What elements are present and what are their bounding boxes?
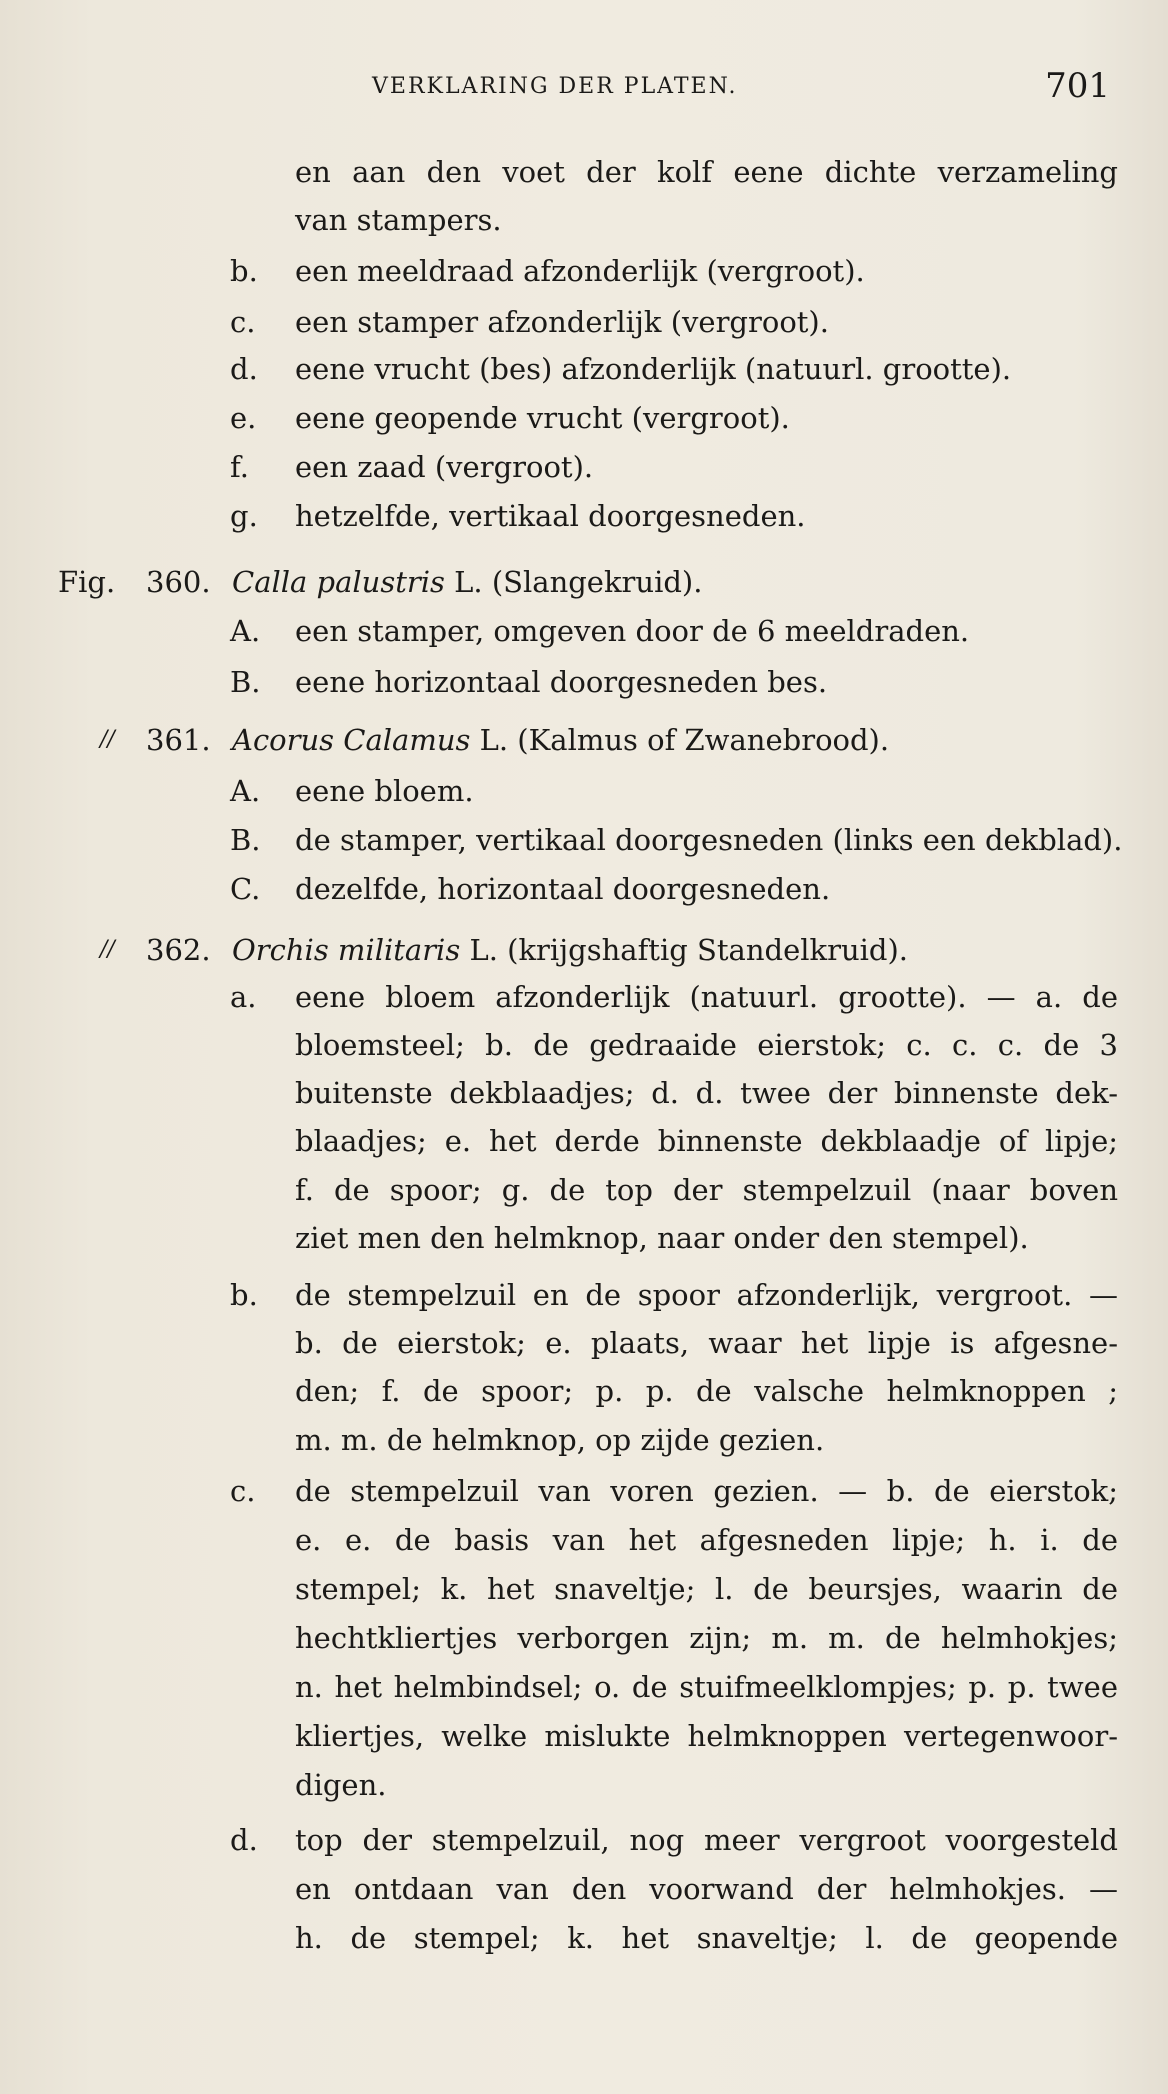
entry-label: f. — [230, 450, 249, 484]
item-text: een stamper, omgeven door de 6 meeldraden. — [295, 614, 970, 648]
ditto-mark: // — [100, 727, 115, 752]
item-text: eene bloem afzonderlijk (natuurl. grootte). — a. de — [295, 980, 1118, 1014]
item-text: de stamper, vertikaal doorgesneden (links een dekblad). — [295, 823, 1123, 857]
figure-number: 360. — [146, 565, 211, 599]
item-text: stempel; k. het snaveltje; l. de beursjes, waarin de — [295, 1572, 1118, 1606]
item-label: B. — [230, 665, 261, 699]
item-text: n. het helmbindsel; o. de stuifmeelklompjes; p. p. twee — [295, 1670, 1118, 1704]
item-text: bloemsteel; b. de gedraaide eierstok; c. c. c. de 3 — [295, 1028, 1118, 1062]
item-text: kliertjes, welke mislukte helmknoppen vertegenwoor- — [295, 1719, 1118, 1753]
item-text: digen. — [295, 1768, 387, 1802]
item-text: ziet men den helmknop, naar onder den stempel). — [295, 1221, 1029, 1255]
entry-label: b. — [230, 254, 258, 288]
entry-label: g. — [230, 499, 258, 533]
figure-title — [232, 716, 1118, 764]
page-number: 701 — [1045, 66, 1110, 106]
item-text: h. de stempel; k. het snaveltje; l. de geopende — [295, 1921, 1118, 1955]
item-label: A. — [230, 774, 261, 808]
item-text: top der stempelzuil, nog meer vergroot voorgesteld — [295, 1823, 1118, 1857]
item-text: de stempelzuil en de spoor afzonderlijk, vergroot. — — [295, 1278, 1118, 1312]
item-label: A. — [230, 614, 261, 648]
species-name: Acorus Calamus — [232, 723, 471, 757]
item-text: dezelfde, horizontaal doorgesneden. — [295, 872, 831, 906]
entry-text: een zaad (vergroot). — [295, 450, 594, 484]
item-label: a. — [230, 980, 257, 1014]
item-text: b. de eierstok; e. plaats, waar het lipje is afgesne- — [295, 1326, 1118, 1360]
item-label: B. — [230, 823, 261, 857]
species-name: Orchis militaris — [232, 933, 461, 967]
page-header — [0, 66, 1168, 110]
running-title: VERKLARING DER PLATEN. — [372, 74, 738, 99]
entry-label: c. — [230, 305, 256, 339]
entry-text: en aan den voet der kolf eene dichte verzameling — [295, 155, 1118, 189]
item-text: eene bloem. — [295, 774, 474, 808]
entry-text: eene geopende vrucht (vergroot). — [295, 401, 790, 435]
figure-number: 361. — [146, 723, 211, 757]
item-label: b. — [230, 1278, 258, 1312]
species-name: Calla palustris — [232, 565, 445, 599]
entry-text: hetzelfde, vertikaal doorgesneden. — [295, 499, 806, 533]
item-text: f. de spoor; g. de top der stempelzuil (naar boven — [295, 1173, 1118, 1207]
item-label: C. — [230, 872, 261, 906]
item-label: d. — [230, 1823, 258, 1857]
species-author: L. (krijgshaftig Standelkruid). — [460, 933, 908, 967]
item-text: m. m. de helmknop, op zijde gezien. — [295, 1423, 825, 1457]
item-text: blaadjes; e. het derde binnenste dekblaadje of lipje; — [295, 1124, 1118, 1158]
item-text: e. e. de basis van het afgesneden lipje; h. i. de — [295, 1523, 1118, 1557]
item-text: eene horizontaal doorgesneden bes. — [295, 665, 828, 699]
item-text: buitenste dekblaadjes; d. d. twee der binnenste dek- — [295, 1076, 1118, 1110]
entry-text: eene vrucht (bes) afzonderlijk (natuurl. grootte). — [295, 352, 1012, 386]
item-text: hechtkliertjes verborgen zijn; m. m. de helmhokjes; — [295, 1621, 1118, 1655]
item-text: en ontdaan van den voorwand der helmhokjes. — — [295, 1872, 1118, 1906]
item-text: den; f. de spoor; p. p. de valsche helmknoppen ; — [295, 1374, 1118, 1408]
figure-title — [232, 926, 1118, 974]
entry-text: een meeldraad afzonderlijk (vergroot). — [295, 254, 865, 288]
figure-title — [232, 558, 1118, 606]
entry-text: van stampers. — [295, 203, 502, 237]
figure-prefix: Fig. — [58, 565, 116, 599]
species-author: L. (Kalmus of Zwanebrood). — [470, 723, 890, 757]
ditto-mark: // — [100, 937, 115, 962]
item-label: c. — [230, 1474, 256, 1508]
entry-text: een stamper afzonderlijk (vergroot). — [295, 305, 829, 339]
figure-number: 362. — [146, 933, 211, 967]
species-author: L. (Slangekruid). — [444, 565, 703, 599]
entry-label: d. — [230, 352, 258, 386]
item-text: de stempelzuil van voren gezien. — b. de eierstok; — [295, 1474, 1118, 1508]
entry-label: e. — [230, 401, 257, 435]
